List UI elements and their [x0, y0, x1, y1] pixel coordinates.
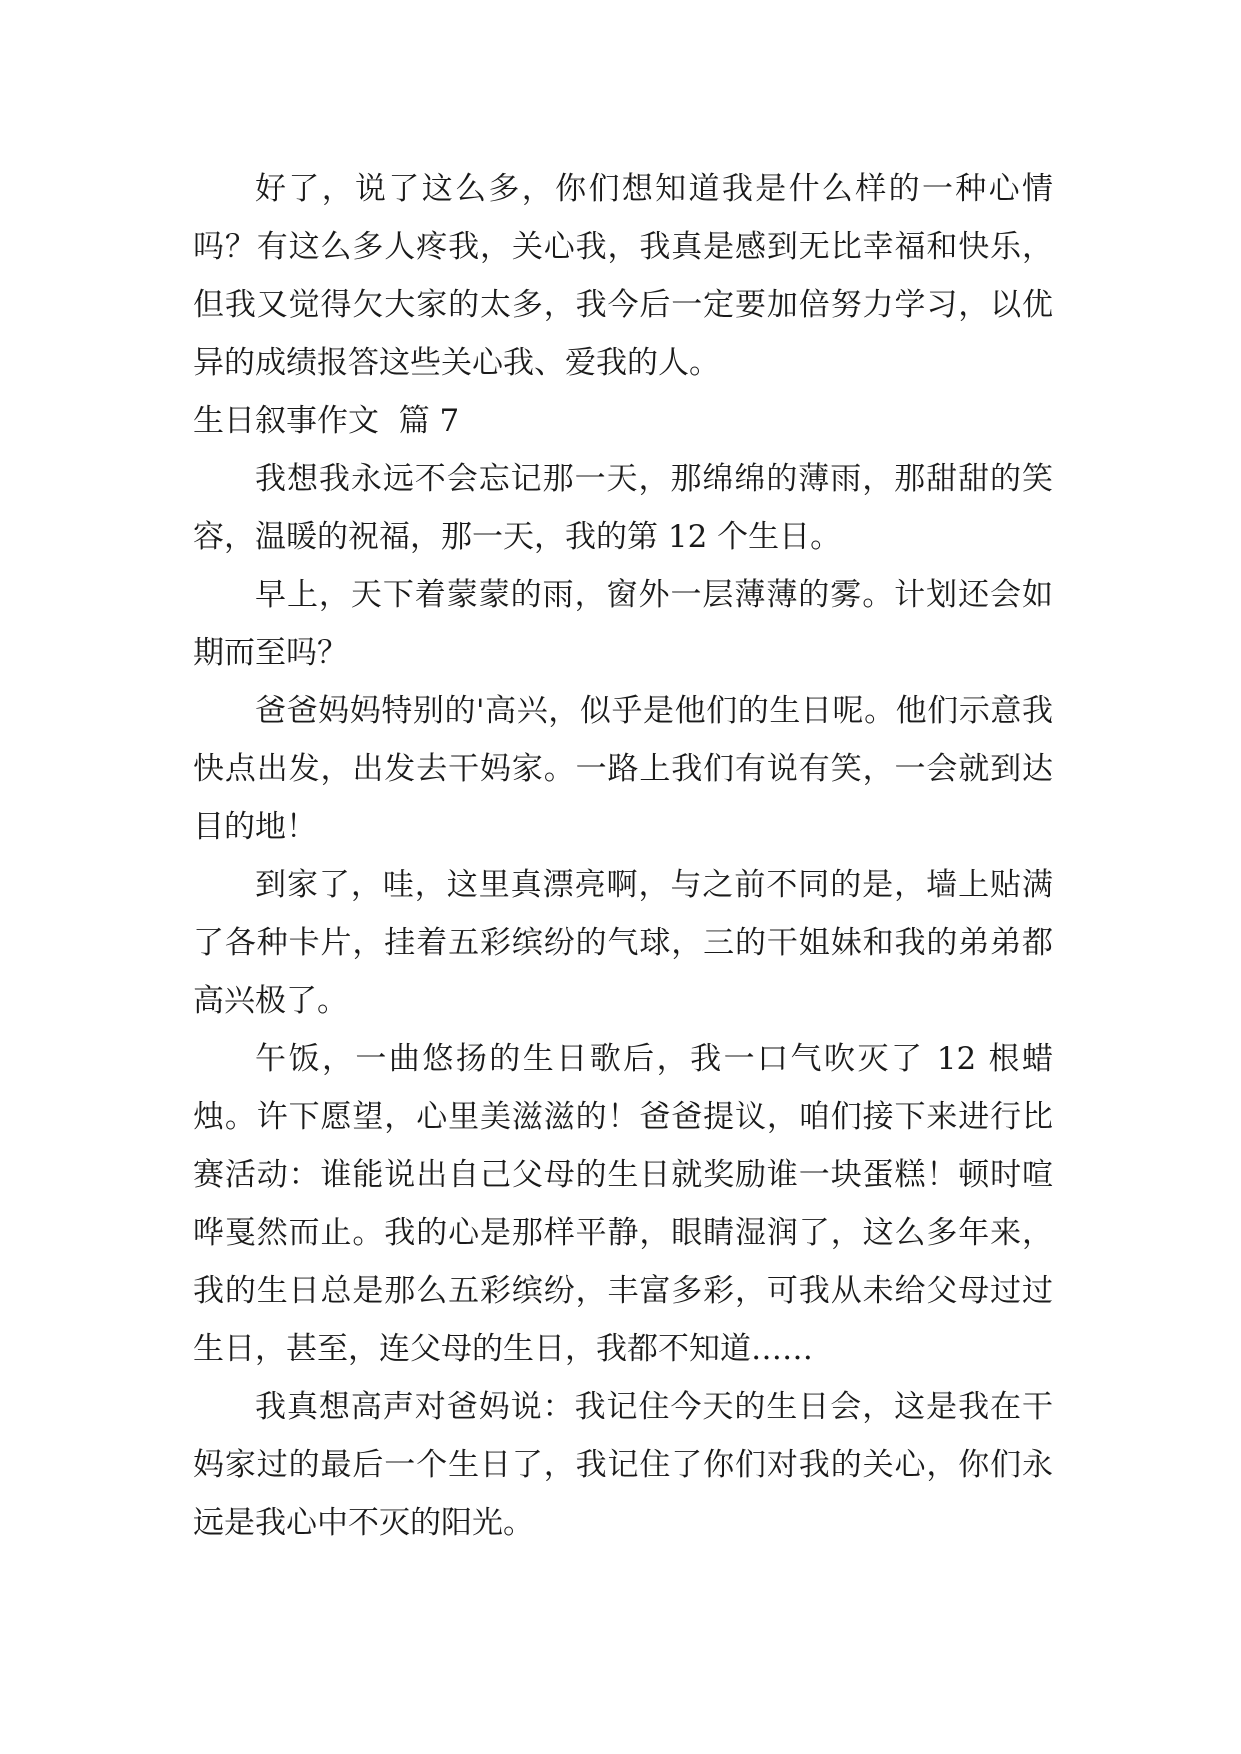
- paragraph-1: 我想我永远不会忘记那一天，那绵绵的薄雨，那甜甜的笑容，温暖的祝福，那一天，我的第 12 个生日。: [193, 461, 1053, 555]
- document-page: [193, 160, 1053, 1552]
- paragraph-3: 爸爸妈妈特别的'高兴，似乎是他们的生日呢。他们示意我快点出发，出发去干妈家。一路上我们有说有笑，一会就到达目的地！: [193, 693, 1053, 845]
- paragraph-5: 午饭，一曲悠扬的生日歌后，我一口气吹灭了 12 根蜡烛。许下愿望，心里美滋滋的！爸爸提议，咱们接下来进行比赛活动：谁能说出自己父母的生日就奖励谁一块蛋糕！顿时喧哗戛然而止。我的心是那样平静，眼睛湿润了，这么多年来，我的生日总是那么五彩缤纷，丰富多彩，可我从未给父母过过生日，甚至，连父母的生日，我都不知道……: [193, 1041, 1053, 1367]
- paragraph-intro: 好了，说了这么多，你们想知道我是什么样的一种心情吗？有这么多人疼我，关心我，我真是感到无比幸福和快乐，但我又觉得欠大家的太多，我今后一定要加倍努力学习，以优异的成绩报答这些关心我、爱我的人。: [193, 171, 1053, 381]
- paragraph-4: 到家了，哇，这里真漂亮啊，与之前不同的是，墙上贴满了各种卡片，挂着五彩缤纷的气球，三的干姐妹和我的弟弟都高兴极了。: [193, 867, 1053, 1019]
- paragraph-2: 早上，天下着蒙蒙的雨，窗外一层薄薄的雾。计划还会如期而至吗？: [193, 577, 1053, 671]
- section-title: 生日叙事作文 篇 7: [193, 403, 460, 439]
- paragraph-6: 我真想高声对爸妈说：我记住今天的生日会，这是我在干妈家过的最后一个生日了，我记住了你们对我的关心，你们永远是我心中不灭的阳光。: [193, 1389, 1053, 1541]
